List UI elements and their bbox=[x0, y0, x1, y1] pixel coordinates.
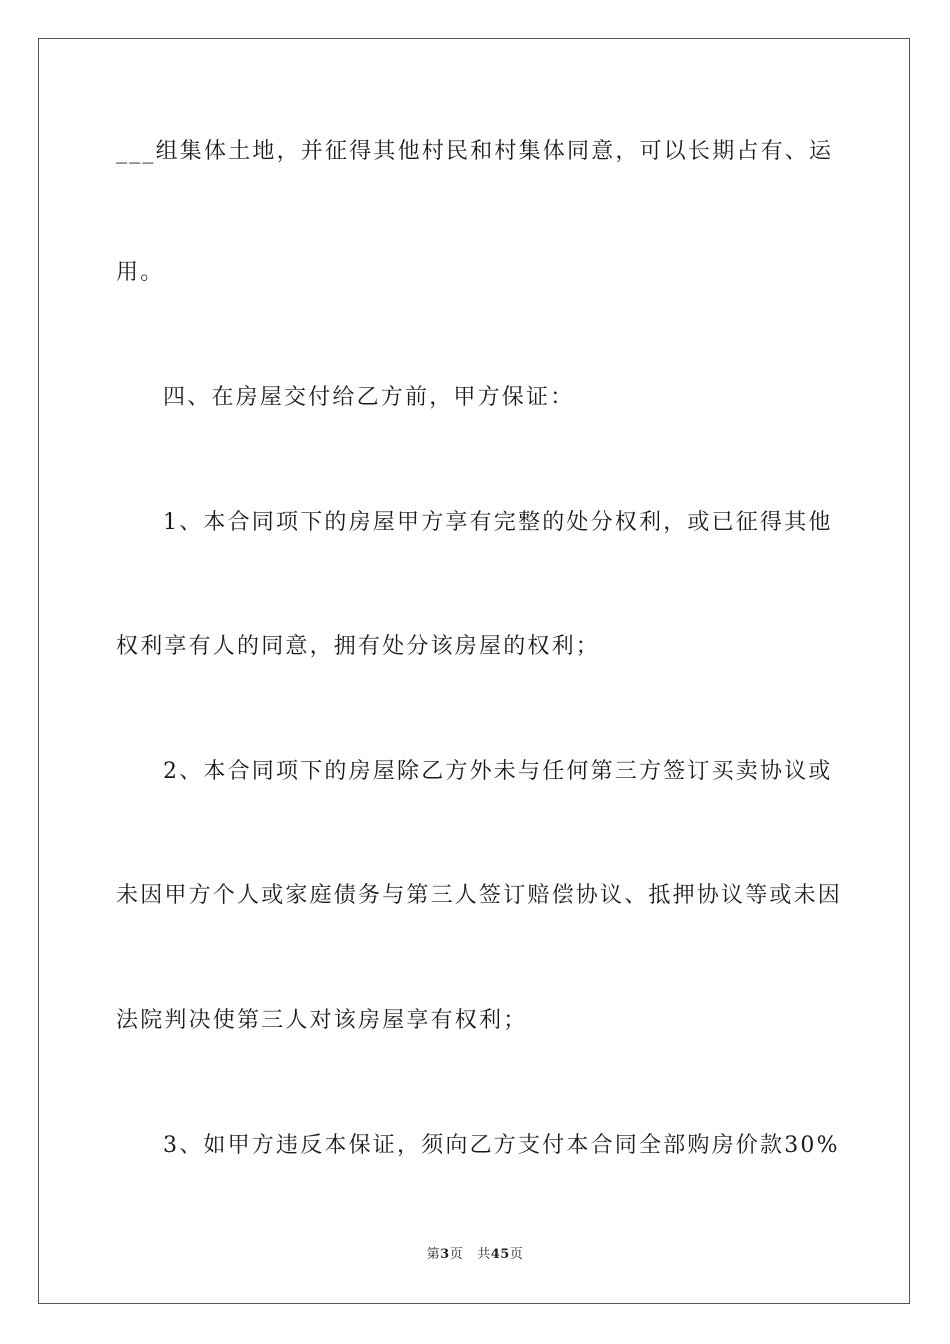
clause-1-line-2: 权利享有人的同意，拥有处分该房屋的权利； bbox=[116, 634, 601, 659]
footer-page-number: 3 bbox=[440, 1247, 450, 1262]
footer-total-pages: 45 bbox=[490, 1247, 510, 1262]
clause-1-line-1: 1、本合同项下的房屋甲方享有完整的处分权利，或已征得其他 bbox=[163, 510, 833, 535]
footer-total-prefix: 共 bbox=[477, 1247, 491, 1262]
page-footer bbox=[0, 1246, 950, 1264]
section-heading-four: 四、在房屋交付给乙方前，甲方保证： bbox=[163, 385, 575, 410]
clause-2-line-3: 法院判决使第三人对该房屋享有权利； bbox=[116, 1008, 528, 1033]
footer-page-prefix: 第 bbox=[426, 1247, 441, 1262]
footer-total-suffix: 页 bbox=[509, 1247, 524, 1262]
body-line-1: ___组集体土地，并征得其他村民和村集体同意，可以长期占有、运 bbox=[116, 139, 834, 164]
clause-3-line-1: 3、如甲方违反本保证，须向乙方支付本合同全部购房价款30% bbox=[163, 1133, 840, 1158]
body-line-2: 用。 bbox=[116, 260, 165, 285]
footer-page-suffix: 页 bbox=[449, 1247, 464, 1262]
clause-2-line-1: 2、本合同项下的房屋除乙方外未与任何第三方签订买卖协议或 bbox=[163, 759, 833, 784]
page-border bbox=[38, 38, 910, 1304]
clause-2-line-2: 未因甲方个人或家庭债务与第三人签订赔偿协议、抵押协议等或未因 bbox=[116, 883, 843, 908]
